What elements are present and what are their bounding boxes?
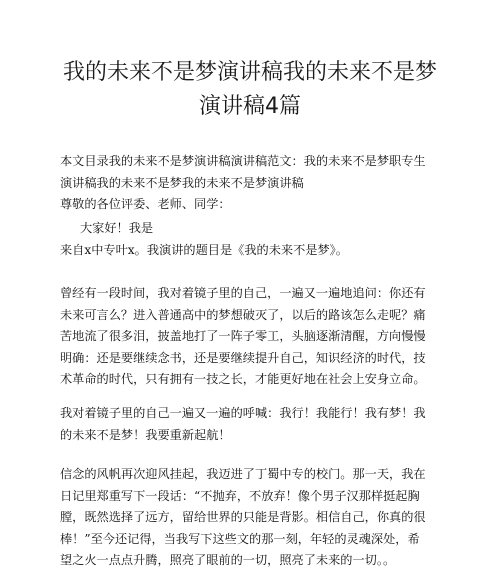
body-paragraph-2 <box>60 403 450 446</box>
title-line-2: 演讲稿4篇 <box>199 94 301 119</box>
toc-line: 演讲稿我的未来不是梦我的未来不是梦演讲稿 <box>60 175 304 190</box>
paragraph-line: 膛，既然选择了远方，留给世界的只能是背影。相信自己，你真的很 <box>60 510 426 524</box>
paragraph-line: 的未来不是梦！我要重新起航！ <box>60 427 231 442</box>
paragraph-line: 信念的风帆再次迎风挂起，我迈进了丁蜀中专的校门。那一天，我在 <box>60 467 426 481</box>
paragraph-line: 曾经有一段时间，我对着镜子里的自己，一遍又一遍地追问：你还有 <box>60 286 426 300</box>
intro-line: 来自x中专叶x。我演讲的题目是《我的未来不是梦》。 <box>60 242 348 257</box>
paragraph-line: 我对着镜子里的自己一遍又一遍的呼喊：我行！我能行！我有梦！我 <box>60 406 426 420</box>
paragraph-line: 未来可言么？进入普通高中的梦想破灭了，以后的路该怎么走呢？痛 <box>60 307 426 322</box>
body-paragraph-3 <box>60 464 450 572</box>
paragraph-line: 术革命的时代，只有拥有一技之长，才能更好地在社会上安身立命。 <box>60 372 426 386</box>
greeting: 尊敬的各位评委、老师、同学： <box>60 197 231 211</box>
paragraph-line: 日记里郑重写下一段话：“不抛弃，不放弃！像个男子汉那样挺起胸 <box>60 488 420 503</box>
paragraph-line: 苦地流了很多泪，披盖地打了一阵子零工，头脑逐渐清醒，方向慢慢 <box>60 329 426 343</box>
intro-paragraph <box>60 218 450 261</box>
paragraph-line: 望之火一点点升腾，照亮了眼前的一切，照亮了未来的一切。。 <box>60 553 396 567</box>
intro-line: 大家好！我是 <box>80 221 154 235</box>
table-of-contents <box>60 151 450 216</box>
paragraph-line: 明确：还是要继续念书，还是要继续提升自己，知识经济的时代，技 <box>60 350 426 365</box>
title-line-1: 我的未来不是梦演讲稿我的未来不是梦 <box>62 60 437 85</box>
paragraph-line: 棒！”至今还记得，当我写下这些文的那一刻，年轻的灵魂深处，希 <box>60 531 420 546</box>
document-title <box>40 56 460 124</box>
toc-line: 本文目录我的未来不是梦演讲稿演讲稿范文：我的未来不是梦职专生 <box>60 154 426 168</box>
body-paragraph-1 <box>60 283 450 391</box>
